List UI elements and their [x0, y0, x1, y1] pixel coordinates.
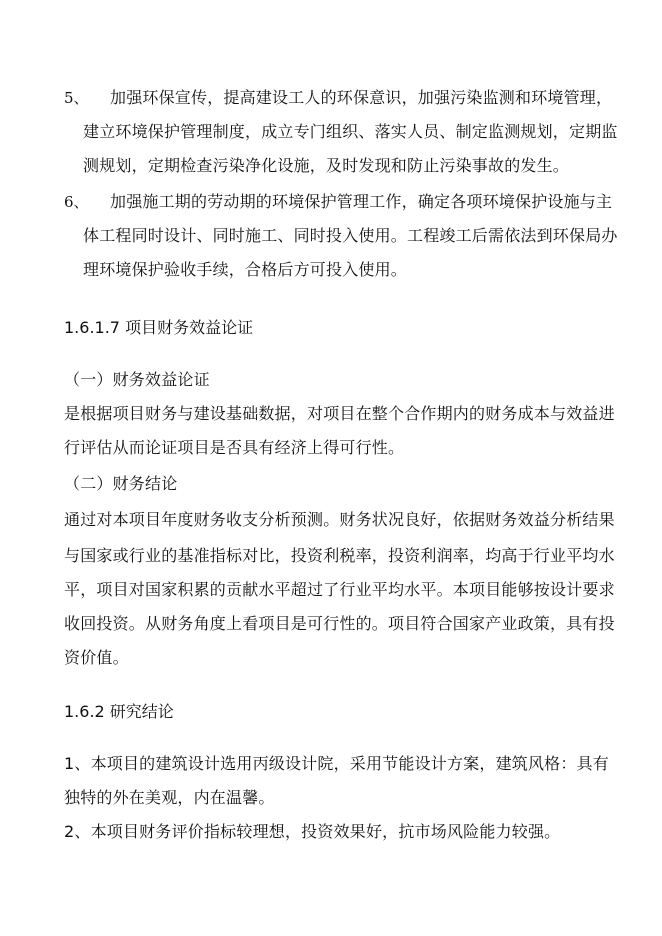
item-6-number: 6、 — [64, 193, 89, 211]
sub2-line-4: 收回投资。从财务角度上看项目是可行性的。项目符合国家产业政策，具有投 — [64, 614, 615, 633]
conclusion-2-line-1: 2、本项目财务评价指标较理想，投资效果好，抗市场风险能力较强。 — [64, 822, 561, 841]
section-1617-title: 1.6.1.7 项目财务效益论证 — [64, 318, 254, 337]
item-6-line-1: 加强施工期的劳动期的环境保护管理工作，确定各项环境保护设施与主 — [110, 192, 613, 211]
sub2-line-3: 平，项目对国家积累的贡献水平超过了行业平均水平。本项目能够按设计要求 — [64, 580, 615, 599]
sub2-line-5: 资价值。 — [64, 648, 129, 667]
sub2-line-2: 与国家或行业的基准指标对比，投资利税率，投资利润率，均高于行业平均水 — [64, 546, 615, 565]
sub2-title: （二）财务结论 — [64, 474, 178, 493]
item-5-line-2: 建立环境保护管理制度，成立专门组织、落实人员、制定监测规划，定期监 — [83, 122, 618, 141]
item-5-line-3: 测规划，定期检查污染净化设施，及时发现和防止污染事故的发生。 — [83, 156, 570, 175]
item-5-line-1: 加强环保宣传，提高建设工人的环保意识，加强污染监测和环境管理， — [110, 88, 613, 107]
item-6-line-3: 理环境保护验收手续，合格后方可投入使用。 — [83, 260, 408, 279]
sub1-line-1: 是根据项目财务与建设基础数据，对项目在整个合作期内的财务成本与效益进 — [64, 404, 615, 423]
section-162-title: 1.6.2 研究结论 — [64, 702, 174, 721]
item-6-line-2: 体工程同时设计、同时施工、同时投入使用。工程竣工后需依法到环保局办 — [83, 226, 618, 245]
conclusion-1-line-2: 独特的外在美观，内在温馨。 — [64, 788, 275, 807]
sub1-title: （一）财务效益论证 — [64, 370, 210, 389]
conclusion-1-line-1: 1、本项目的建筑设计选用丙级设计院，采用节能设计方案，建筑风格：具有 — [64, 754, 609, 773]
sub1-line-2: 行评估从而论证项目是否具有经济上得可行性。 — [64, 438, 405, 457]
sub2-line-1: 通过对本项目年度财务收支分析预测。财务状况良好，依据财务效益分析结果 — [64, 510, 615, 529]
item-5-number: 5、 — [64, 89, 89, 107]
